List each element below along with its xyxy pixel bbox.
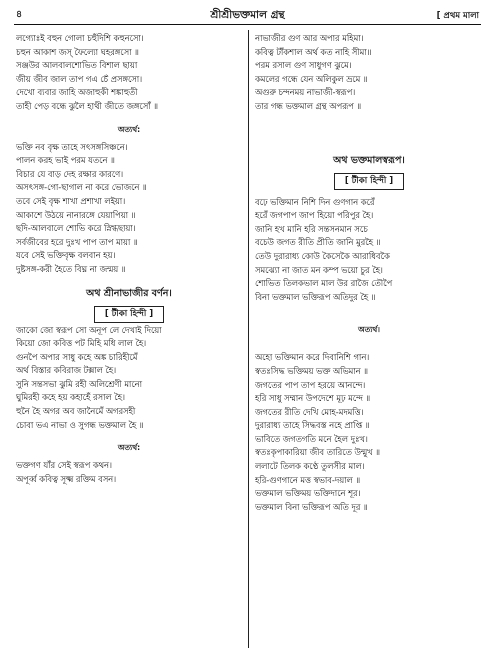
verse-line: পালন করহ ভাই পরম যতনে ॥ <box>16 155 115 166</box>
commentary-label-box: [ টীকা হিন্দী ] <box>94 306 164 323</box>
verse-line: অর্থ বিস্তার কবিরাজ টক্সাল হৈ। <box>16 365 117 376</box>
verse-line: ভক্তগণ যাঁর সেই স্বরূপ কথন। <box>16 460 112 471</box>
verse-line: সুনি সন্তসভা ঝুমি রহী অলিশ্রেণী মানো <box>16 378 143 389</box>
verse-line: শোভিত তিলকভাল মাল উর রাজৈ তৌপৈ <box>255 278 393 289</box>
verse-line: ভক্তমাল ভক্তিময় ভক্তিদানে শূর। <box>255 488 361 499</box>
verse-line: স্বতঃকৃপাকারিয়া জীব তারিতে উন্মুখ ॥ <box>255 447 380 458</box>
verse-block <box>16 141 242 277</box>
verse-line: হুনৈ হৈ অগর অব জানৈমেঁ অগরসহী <box>16 406 136 417</box>
verse-line: দুষ্টসঙ্গ-করী হৈতে বিঘ্ন না জন্ময় ॥ <box>16 263 126 274</box>
verse-line: তেউ দুরারাধ্য কোউ কৈসেকৈ আরাধিবকৈ <box>255 250 390 261</box>
verse-line: অহো ভক্তিমান করে দিবানিশি গান। <box>255 352 370 363</box>
verse-line: স্বতঃসিদ্ধ ভক্তিময় ভক্ত অভিমান ॥ <box>255 365 368 376</box>
verse-line: কমলের গন্ধে যেন অলিকুল ভ্রমে ॥ <box>255 73 368 84</box>
verse-line: তার গন্ধ ভক্তমাল গ্রন্থ অপরূপ ॥ <box>255 100 362 111</box>
left-column <box>16 32 242 486</box>
verse-line: ঘুমিরহী কহে হয় কহাহেঁ রসাল হৈ। <box>16 392 125 403</box>
verse-line: ভক্তমাল বিনা ভক্তিরূপ অতি দূর ॥ <box>255 501 368 512</box>
verse-line: জানি হখ মানি হরি সন্তসনমান সচে <box>255 223 368 234</box>
verse-line: অসৎসঙ্গ-গো-ছাগাল না করে ভোজনে ॥ <box>16 182 147 193</box>
verse-line: ভাবিতে জগতগতি মনে হৈল দুঃখ। <box>255 433 368 444</box>
page-header <box>14 6 481 25</box>
verse-line: সমঝ্যো না জাত মন কম্প ভয়ো চুর হৈ। <box>255 264 383 275</box>
verse-block <box>16 324 242 433</box>
verse-line: ছদি-আলবালে শোভি করে স্নিগ্ধছায়া। <box>16 223 136 234</box>
verse-line: জগতের পাপ তাপ হরয়ে আনন্দে। <box>255 379 366 390</box>
verse-line: নাভাজীর গুণ আর অপার মহিমা। <box>255 33 364 43</box>
verse-line: ভক্তি নব বৃক্ষ তাহে সৎসঙ্গসিঞ্চনে। <box>16 141 128 152</box>
verse-line: জগতের রীতি দেখি মোহ-মদমত্তি। <box>255 406 364 417</box>
verse-line: যবে সেই ভক্তিবৃক্ষ বলবান হয়। <box>16 250 116 261</box>
verse-line: সঞ্জউর আলবালশোভিত বিশাল ছায়া <box>16 60 138 71</box>
verse-line: জীয় জীব জাল তাপ গএ চেঁ প্রসঙ্গসো। <box>16 73 143 84</box>
verse-line: হরেঁ জগপাপ জাপ হিয়ো পরিপুর হৈ। <box>255 210 374 221</box>
verse-line: আকাশে উঠয়ে নানারঙ্গে যেয়াপিয়া ॥ <box>16 209 136 220</box>
section-subheading: অত্যর্থ: <box>117 124 141 134</box>
verse-line: চোবা ভএ নাভা ও সুগন্ধ ভক্তমাল হৈ ॥ <box>16 419 144 430</box>
verse-line: বিনা ভক্তমাল ভক্তিরূপ অতিদুর হৈ ॥ <box>255 291 376 302</box>
verse-line: বঢ়ে ভক্তিমান নিশি দিন গুণগান করেঁ <box>255 196 375 207</box>
verse-block <box>255 351 483 514</box>
verse-line: হরি-গুণগানে মত্ত স্বভাব-দয়াল ॥ <box>255 474 361 485</box>
section-heading: অথ ভক্তমালস্বরূপ। <box>333 154 405 166</box>
right-column <box>255 32 483 514</box>
verse-line: ললাটে তিলক কণ্ঠে তুলসীর মাল। <box>255 461 365 472</box>
verse-line: পরম রসাল গুণ সাধুগণ ঝুমে। <box>255 60 352 71</box>
verse-line: গুনপৈ অপার সাধু কহে অঙ্ক চারিহীমেঁ <box>16 351 138 362</box>
section-heading: অথ শ্রীনাভাজীর বর্ণন। <box>86 287 172 299</box>
verse-line: সর্বজীবের হরে দুঃখ পাপ তাপ মায়া ॥ <box>16 236 138 247</box>
verse-line: অগুরু চন্দনময় নাভাজী-স্বরূপ। <box>255 87 356 98</box>
verse-line: লগ্যোঃই বহুন গোলা চহুঁদিশি কহুনসো। <box>16 33 144 43</box>
page-title: শ্রীশ্রীভক্তমাল গ্রন্থ <box>210 9 285 21</box>
verse-line: অপূর্ব্ব কবিত্ব সূক্ষ্ম রক্তিম বসন। <box>16 473 117 484</box>
commentary-label-box: [ টীকা হিন্দী ] <box>334 173 404 190</box>
verse-line: হরি সাধু সম্মান উপদেশে মূঢ় মন্দে ॥ <box>255 393 371 404</box>
verse-block <box>16 32 242 114</box>
verse-block <box>16 459 242 486</box>
verse-line: দেখো ব্যবার জাহি অজাহুকী শঙ্কাহুতী <box>16 87 138 98</box>
verse-line: দুরারাধ্য তাহে সিদ্ধবস্ত নহে প্রাপ্তি ॥ <box>255 420 370 431</box>
verse-line: চহুন আকাশ জস্ ফৈল্যো ঘহরঙ্গসো ॥ <box>16 46 139 57</box>
verse-line: কিয়ো জো কবিত্ত পট মিহি মধি লাল হৈ। <box>16 338 147 349</box>
section-subheading: অত্যর্থ: <box>117 443 141 453</box>
verse-block <box>255 32 483 114</box>
verse-line: তাহী পেড় বন্ধে ঝুলৈ হাথী জীতে জঙ্গসোঁ ॥ <box>16 100 158 111</box>
verse-line: তবে সেই বৃক্ষ শাখা প্রশাখা লইয়া। <box>16 195 126 206</box>
section-label: [ প্রথম মালা <box>436 11 479 21</box>
verse-line: জাকো জো স্বরূপ সো অনূপ লে দেখাই দিয়ো <box>16 324 162 335</box>
verse-line: কবিত্ব টাঁকশাল অর্থ কত নাহি সীমা॥ <box>255 46 372 57</box>
verse-line: বচেউ জগত রীতি প্রীতি জানি মুরহৈ ॥ <box>255 237 381 248</box>
column-divider <box>248 30 249 648</box>
verse-line: বিচার যে বাড় দেহ রক্ষার কারণে। <box>16 168 124 179</box>
verse-block <box>255 196 483 305</box>
page-number: ৪ <box>16 9 23 20</box>
section-subheading: অত্যর্থ। <box>358 325 380 335</box>
